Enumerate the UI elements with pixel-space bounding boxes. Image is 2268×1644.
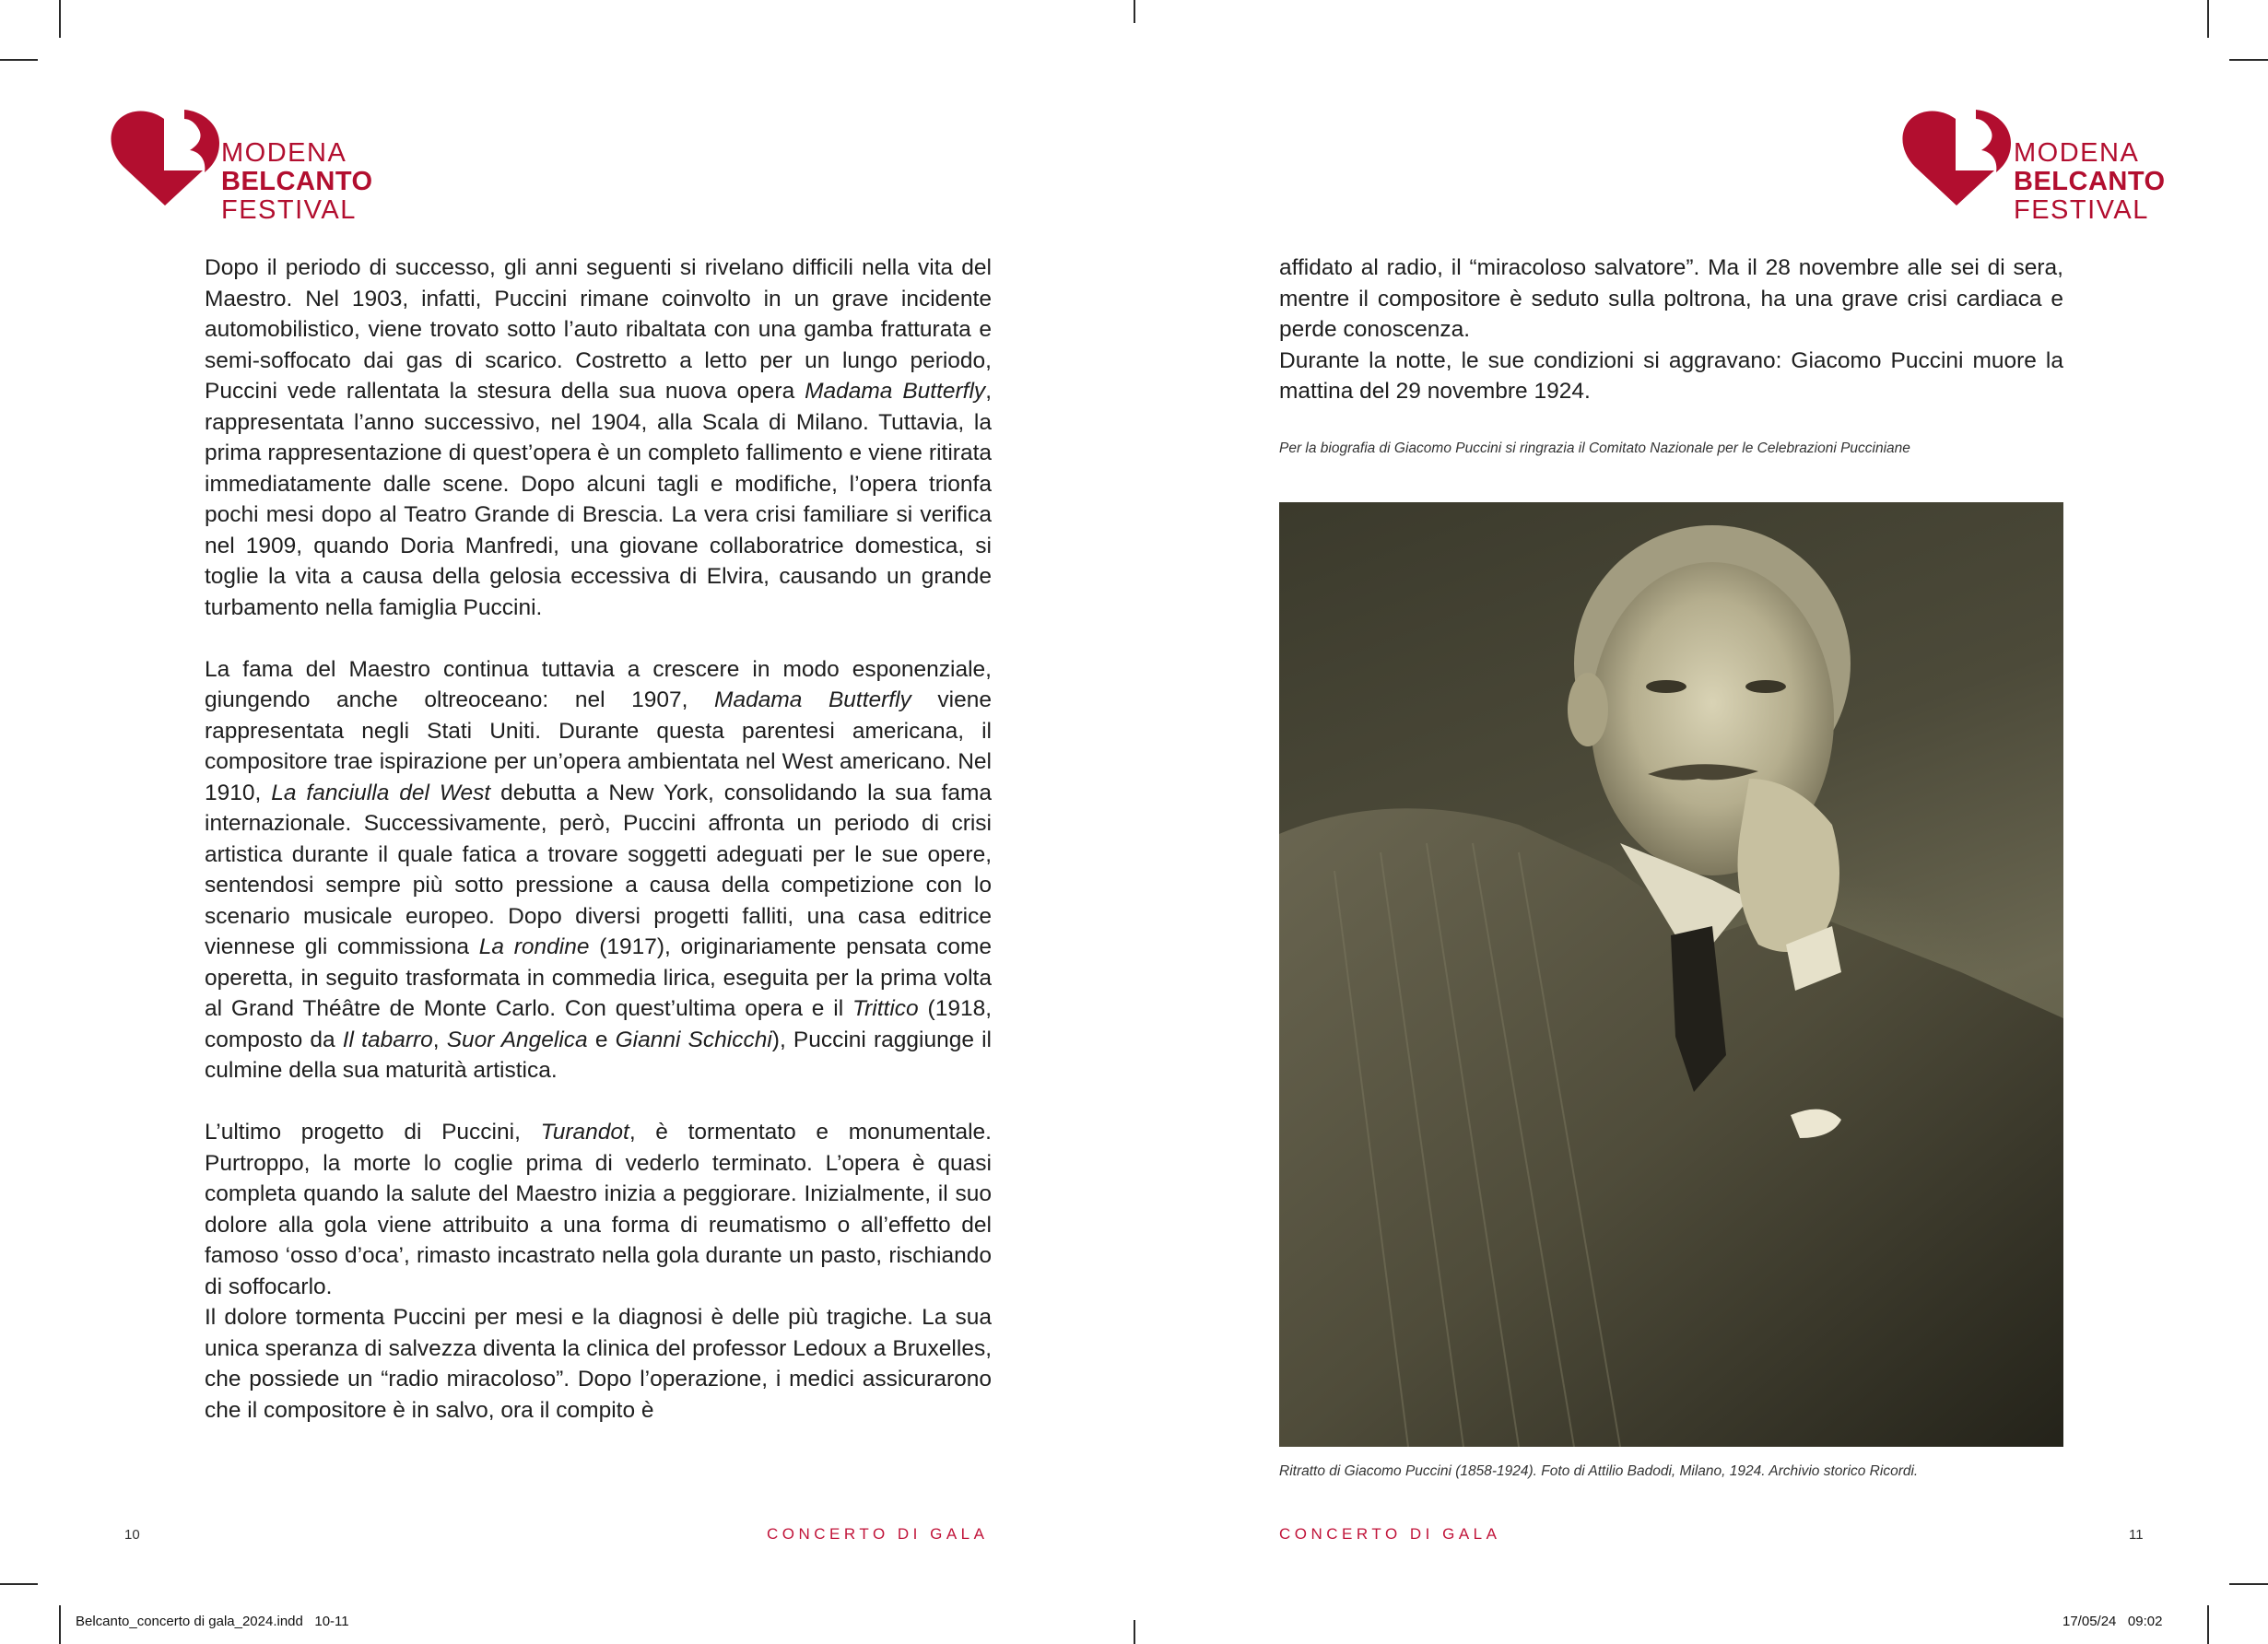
text-run: debutta a New York, consolidando la sua fama internazionale. Successivamente, però, Puccini affronta un periodo di crisi artistica durante il quale fatica a trovare soggetti adeguati per le sue opere, sentendosi sempre più sotto pressione a causa della competizione con lo scenario musicale europeo. Dopo diversi progetti falliti, una casa editrice viennese gli commissiona	[205, 780, 992, 959]
heart-b-logo-icon	[1902, 110, 2013, 207]
logo-line-festival: FESTIVAL	[2014, 195, 2149, 225]
opera-title: Turandot	[540, 1120, 629, 1145]
opera-title: La fanciulla del West	[271, 780, 491, 805]
opera-title: Madama Butterfly	[714, 687, 911, 712]
footer-section-label-right: CONCERTO DI GALA	[1279, 1525, 1501, 1543]
belcanto-logo-right	[1902, 110, 2013, 207]
text-run: ), Puccini raggiunge il culmine della sua maturità artistica.	[205, 1027, 992, 1083]
opera-title: La rondine	[478, 934, 590, 959]
logo-line-belcanto: BELCANTO	[221, 167, 373, 196]
text-run: L’ultimo progetto di Puccini,	[205, 1120, 541, 1145]
text-run: , rappresentata l’anno successivo, nel 1904, alla Scala di Milano. Tuttavia, la prima rappresentazione di quest’opera è un completo fallimento e viene ritirata immediatamente dalle scene. Dopo alcuni tagli e modifiche, l’opera trionfa pochi mesi dopo al Teatro Grande di Brescia. La vera crisi familiare si verifica nel 1909, quando Doria Manfredi, una giovane collaboratrice domestica, si toglie la vita a causa della gelosia eccessiva di Elvira, causando un grande turbamento nella famiglia Puccini.	[205, 379, 992, 620]
opera-title: Il tabarro	[342, 1027, 433, 1052]
opera-title: Gianni Schicchi	[615, 1027, 772, 1052]
paragraph	[205, 1302, 992, 1426]
crop-mark	[2229, 1583, 2268, 1585]
crop-mark	[2229, 59, 2268, 61]
crop-mark	[2207, 1605, 2209, 1644]
crop-mark	[0, 59, 38, 61]
text-run: La fama del Maestro continua tuttavia a crescere in modo esponenziale, giungendo anche oltreoceano: nel 1907,	[205, 656, 992, 712]
text-run: ,	[432, 1027, 447, 1052]
slug-timestamp: 17/05/24 09:02	[2062, 1614, 2163, 1629]
text-run: , è tormentato e monumentale. Purtroppo, la morte lo coglie prima di vederlo terminato. L’opera è quasi completa quando la salute del Maestro inizia a peggiorare. Inizialmente, il suo dolore alla gola viene attribuito a una forma di reumatismo o all’effetto del famoso ‘osso d’oca’, rimasto incastrato nella gola durante un pasto, rischiando di soffocarlo.	[205, 1120, 992, 1299]
heart-b-logo-icon	[111, 110, 221, 207]
logo-line-festival: FESTIVAL	[221, 195, 357, 225]
belcanto-logo-left	[111, 110, 221, 207]
crop-mark	[59, 1605, 61, 1644]
crop-mark	[1134, 1620, 1135, 1644]
text-run: e	[587, 1027, 616, 1052]
page-number-right: 11	[2129, 1527, 2144, 1543]
logo-wordmark-right	[2014, 140, 2166, 224]
photo-caption: Ritratto di Giacomo Puccini (1858-1924). Foto di Attilio Badodi, Milano, 1924. Archivio storico Ricordi.	[1279, 1463, 1919, 1479]
slug-filename: Belcanto_concerto di gala_2024.indd 10-11	[76, 1614, 349, 1629]
logo-line-belcanto: BELCANTO	[2014, 167, 2166, 196]
page-number-left: 10	[124, 1527, 140, 1543]
crop-mark	[59, 0, 61, 38]
footer-section-label-left: CONCERTO DI GALA	[767, 1525, 989, 1543]
text-run: viene rappresentata negli Stati Uniti. Durante questa parentesi americana, il compositore trae ispirazione per un’opera ambientata nel West americano. Nel 1910,	[205, 687, 992, 805]
acknowledgement-note: Per la biografia di Giacomo Puccini si ringrazia il Comitato Nazionale per le Celebrazioni Pucciniane	[1279, 440, 1910, 456]
text-run: (1918, composto da	[205, 996, 993, 1052]
crop-mark	[0, 1583, 38, 1585]
paragraph: Durante la notte, le sue condizioni si aggravano: Giacomo Puccini muore la mattina del 29 novembre 1924.	[1279, 347, 2063, 404]
logo-wordmark-left	[221, 140, 373, 224]
portrait-image-icon	[1279, 502, 2063, 1447]
text-run: (1917), originariamente pensata come operetta, in seguito trasformata in commedia lirica, eseguita per la prima volta al Grand Théâtre de Monte Carlo. Con quest’ultima opera e il	[205, 934, 992, 1021]
paragraph	[205, 1117, 992, 1302]
paragraph: affidato al radio, il “miracoloso salvatore”. Ma il 28 novembre alle sei di sera, mentre il compositore è seduto sulla poltrona, ha una grave crisi cardiaca e perde conoscenza.	[1279, 255, 2063, 342]
crop-mark	[1134, 0, 1135, 23]
text-run: Il dolore tormenta Puccini per mesi e la diagnosi è delle più tragiche. La sua unica speranza di salvezza diventa la clinica del professor Ledoux a Bruxelles, che possiede un “radio miracoloso”. Dopo l’operazione, i medici assicurarono che il compositore è in salvo, ora il compito è	[205, 1305, 992, 1423]
puccini-portrait-photo	[1279, 502, 2063, 1447]
crop-mark	[2207, 0, 2209, 38]
logo-line-modena: MODENA	[221, 138, 347, 168]
opera-title: Madama Butterfly	[805, 379, 986, 404]
paragraph	[205, 252, 992, 623]
opera-title: Suor Angelica	[446, 1027, 588, 1052]
logo-line-modena: MODENA	[2014, 138, 2140, 168]
right-page-body	[1279, 252, 2063, 407]
opera-title: Trittico	[852, 996, 919, 1021]
text-run: Dopo il periodo di successo, gli anni seguenti si rivelano difficili nella vita del Maestro. Nel 1903, infatti, Puccini rimane coinvolto in un grave incidente automobilistico, viene trovato sotto l’auto ribaltata con una gamba fratturata e semi-soffocato dai gas di scarico. Costretto a letto per un lungo periodo, Puccini vede rallentata la stesura della sua nuova opera	[205, 255, 992, 404]
paragraph	[205, 654, 992, 1086]
left-page-body	[205, 252, 992, 1426]
